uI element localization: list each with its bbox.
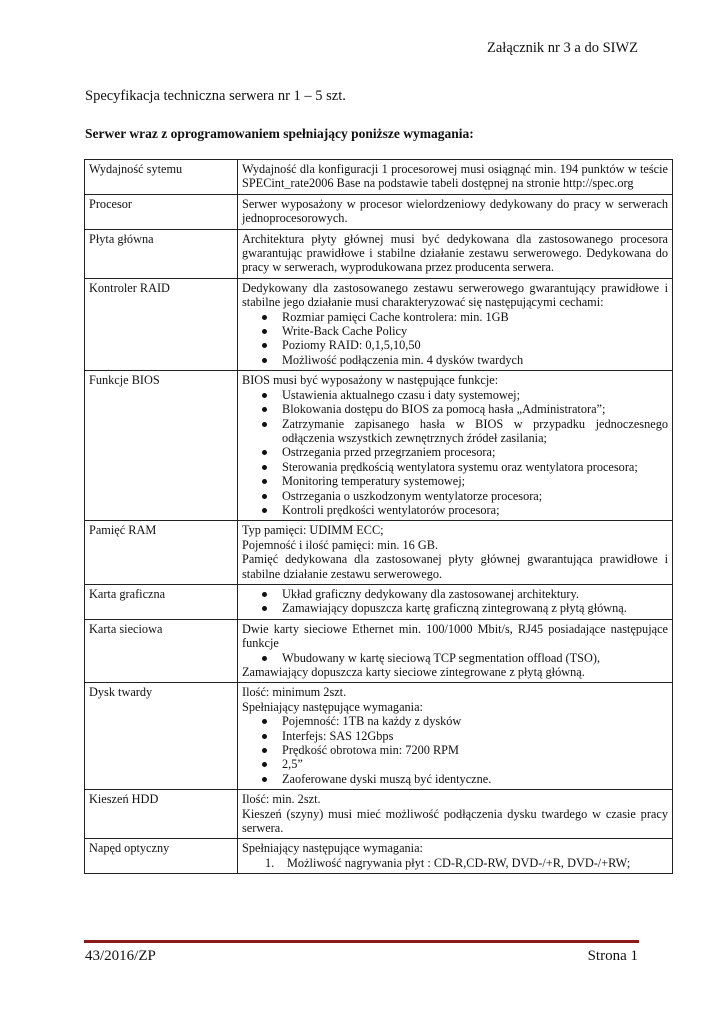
list-item: Poziomy RAID: 0,1,5,10,50 [282, 338, 668, 352]
bullet-list [242, 388, 668, 518]
bullet-list [242, 587, 668, 616]
list-item: Monitoring temperatury systemowej; [282, 474, 668, 488]
row-label: Napęd optyczny [85, 839, 238, 874]
value-text: Spełniający następujące wymagania: [242, 699, 423, 714]
value-text: Serwer wyposażony w procesor wielordzeniowy dedykowany do pracy w serwerach jednoprocesorowych. [242, 196, 668, 226]
bullet-list [242, 310, 668, 368]
table-row [85, 278, 673, 370]
value-text: Typ pamięci: UDIMM ECC; [242, 523, 384, 538]
list-item: Zaoferowane dyski muszą być identyczne. [282, 772, 668, 786]
value-text: BIOS musi być wyposażony w następujące funkcje: [242, 373, 499, 388]
value-text: Dedykowany dla zastosowanego zestawu serwerowego gwarantujący prawidłowe i stabilne jego działanie musi charakteryzować się następującymi cechami: [242, 280, 668, 310]
list-item: Pojemność: 1TB na każdy z dysków [282, 714, 668, 728]
row-value [238, 229, 673, 278]
list-item: Wbudowany w kartę sieciową TCP segmentation offload (TSO), [282, 651, 668, 665]
numbered-list [242, 856, 668, 870]
value-text: Kieszeń (szyny) musi mieć możliwość podłączenia dysku twardego w czasie pracy serwera. [242, 806, 668, 836]
document-number: 43/2016/ZP [85, 948, 156, 964]
list-item: Zatrzymanie zapisanego hasła w BIOS w przypadku jednoczesnego odłączenia wszystkich zewnętrznych źródeł zasilania; [282, 416, 668, 445]
list-item: Ustawienia aktualnego czasu i daty systemowej; [282, 388, 668, 402]
table-row [85, 194, 673, 229]
spec-title: Specyfikacja techniczna serwera nr 1 – 5 szt. [85, 88, 346, 104]
list-item: Write-Back Cache Policy [282, 324, 668, 338]
row-label: Płyta główna [85, 229, 238, 278]
value-text: Pojemność i ilość pamięci: min. 16 GB. [242, 537, 439, 552]
row-label: Wydajność sytemu [85, 160, 238, 195]
list-item: Ostrzegania o uszkodzonym wentylatorze procesora; [282, 489, 668, 503]
row-value [238, 278, 673, 370]
list-item: Układ graficzny dedykowany dla zastosowanej architektury. [282, 587, 668, 601]
row-label: Karta sieciowa [85, 619, 238, 683]
list-item: Ostrzegania przed przegrzaniem procesora; [282, 445, 668, 459]
table-row [85, 790, 673, 839]
list-number: 1. [265, 855, 275, 870]
list-item: Prędkość obrotowa min: 7200 RPM [282, 743, 668, 757]
row-label: Karta graficzna [85, 584, 238, 619]
list-item: Interfejs: SAS 12Gbps [282, 729, 668, 743]
bullet-list [242, 651, 668, 665]
row-value [238, 371, 673, 521]
spec-table [84, 159, 673, 874]
table-row [85, 521, 673, 585]
row-value [238, 521, 673, 585]
table-row [85, 371, 673, 521]
row-value [238, 790, 673, 839]
row-label: Pamięć RAM [85, 521, 238, 585]
table-row [85, 839, 673, 874]
row-value [238, 584, 673, 619]
list-item: Możliwość podłączenia min. 4 dysków twardych [282, 353, 668, 367]
row-value [238, 839, 673, 874]
row-label: Kontroler RAID [85, 278, 238, 370]
table-row [85, 619, 673, 683]
list-item: Rozmiar pamięci Cache kontrolera: min. 1GB [282, 310, 668, 324]
row-value [238, 619, 673, 683]
table-row [85, 160, 673, 195]
row-value [238, 160, 673, 195]
footer-rule [84, 940, 639, 943]
row-label: Dysk twardy [85, 683, 238, 790]
spec-subtitle: Serwer wraz z oprogramowaniem spełniający poniższe wymagania: [85, 126, 474, 141]
list-item [265, 855, 668, 870]
value-text: Ilość: minimum 2szt. [242, 685, 347, 700]
row-label: Procesor [85, 194, 238, 229]
attachment-label: Załącznik nr 3 a do SIWZ [487, 40, 638, 56]
value-text: Architektura płyty głównej musi być dedykowana dla zastosowanego procesora gwarantując prawidłowe i stabilne działanie zestawu serwerowego. Dedykowana do pracy w serwerach, wyprodukowana przez producenta serwera. [242, 231, 668, 275]
bullet-list [242, 714, 668, 786]
value-text: Zamawiający dopuszcza karty sieciowe zintegrowane z płytą główną. [242, 665, 585, 679]
row-label: Kieszeń HDD [85, 790, 238, 839]
row-value [238, 194, 673, 229]
table-row [85, 683, 673, 790]
list-text: Możliwość nagrywania płyt : CD-R,CD-RW, DVD-/+R, DVD-/+RW; [287, 855, 631, 870]
list-item: Kontroli prędkości wentylatorów procesora; [282, 503, 668, 517]
page-number: Strona 1 [587, 948, 638, 964]
row-label: Funkcje BIOS [85, 371, 238, 521]
table-row [85, 229, 673, 278]
table-row [85, 584, 673, 619]
list-item: Blokowania dostępu do BIOS za pomocą hasła „Administratora”; [282, 402, 668, 416]
value-text: Dwie karty sieciowe Ethernet min. 100/1000 Mbit/s, RJ45 posiadające następujące funkcje [242, 621, 668, 651]
value-text: Spełniający następujące wymagania: [242, 841, 423, 856]
row-value [238, 683, 673, 790]
value-text: Pamięć dedykowana dla zastosowanej płyty głównej gwarantująca prawidłowe i stabilne działanie zestawu serwerowego. [242, 552, 668, 581]
value-text: Ilość: min. 2szt. [242, 792, 321, 807]
list-item: Zamawiający dopuszcza kartę graficzną zintegrowaną z płytą główną. [282, 601, 668, 615]
list-item: 2,5” [282, 757, 668, 771]
value-text: Wydajność dla konfiguracji 1 procesorowej musi osiągnąć min. 194 punktów w teście SPECint_rate2006 Base na podstawie tabeli dostępnej na stronie http://spec.org [242, 162, 668, 191]
list-item: Sterowania prędkością wentylatora systemu oraz wentylatora procesora; [282, 460, 668, 474]
